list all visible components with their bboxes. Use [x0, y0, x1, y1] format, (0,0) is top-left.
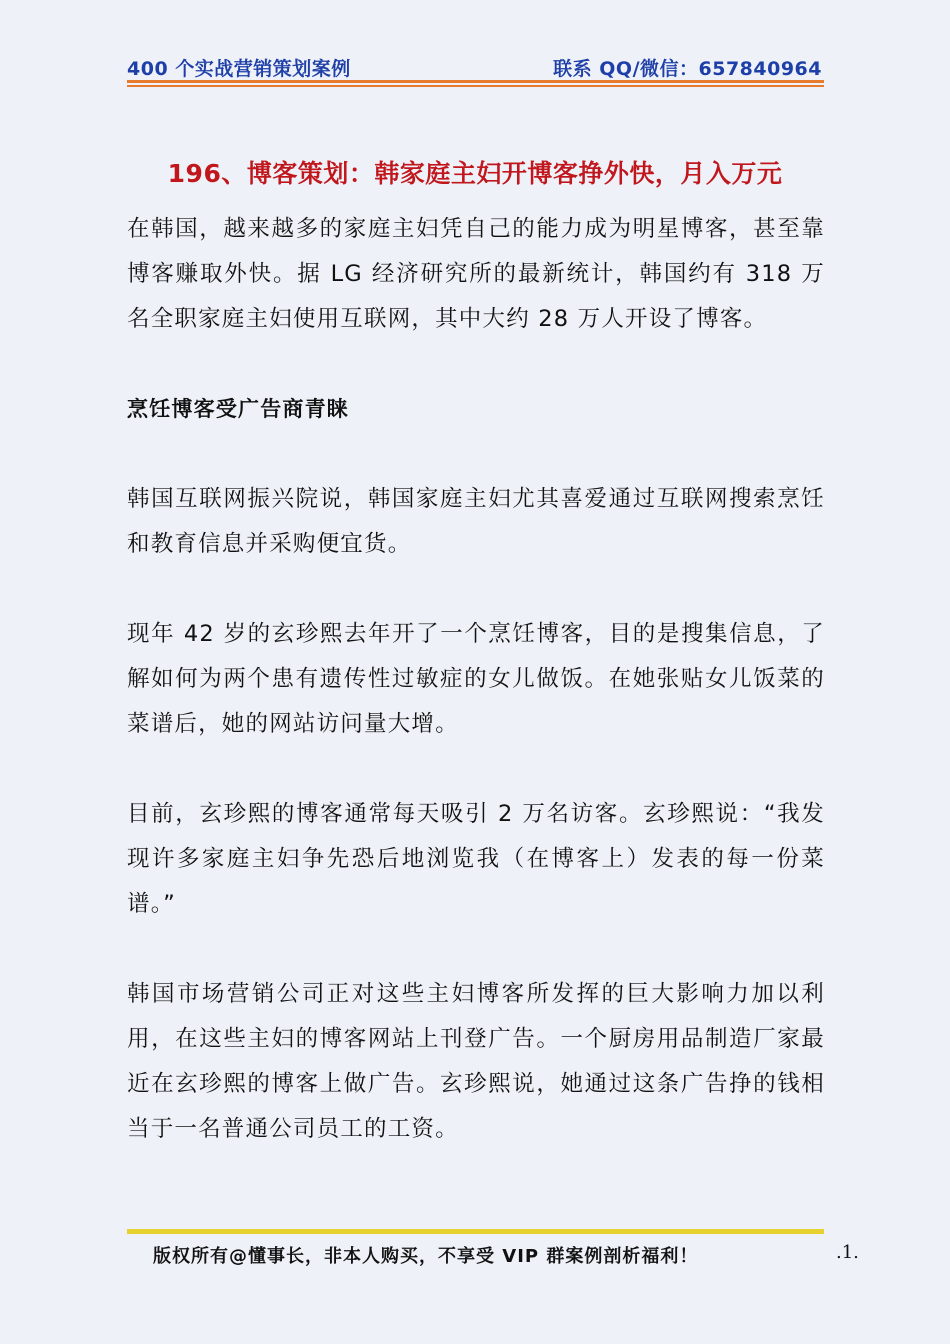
- article-body: [127, 207, 825, 1152]
- footer-rule: [127, 1229, 824, 1234]
- paragraph-5: 韩国市场营销公司正对这些主妇博客所发挥的巨大影响力加以利用，在这些主妇的博客网站上刊登广告。一个厨房用品制造厂家最近在玄珍熙的博客上做广告。玄珍熙说，她通过这条广告挣的钱相当于一名普通公司员工的工资。: [127, 981, 825, 1142]
- paragraph-3: 现年 42 岁的玄珍熙去年开了一个烹饪博客，目的是搜集信息，了解如何为两个患有遗传性过敏症的女儿做饭。在她张贴女儿饭菜的菜谱后，她的网站访问量大增。: [127, 621, 825, 737]
- article-title: 196、博客策划：韩家庭主妇开博客挣外快，月入万元: [167, 159, 783, 188]
- footer-copyright: 版权所有@懂事长，非本人购买，不享受 VIP 群案例剖析福利！: [153, 1246, 699, 1267]
- header-series-title: 400 个实战营销策划案例: [127, 58, 351, 80]
- paragraph-2: 韩国互联网振兴院说，韩国家庭主妇尤其喜爱通过互联网搜索烹饪和教育信息并采购便宜货。: [127, 486, 825, 557]
- page-number: .1.: [836, 1242, 859, 1263]
- header-contact: 联系 QQ/微信：657840964: [553, 58, 822, 80]
- header-rule-top: [127, 80, 824, 83]
- paragraph-4: 目前，玄珍熙的博客通常每天吸引 2 万名访客。玄珍熙说：“我发现许多家庭主妇争先恐后地浏览我（在博客上）发表的每一份菜谱。”: [127, 801, 825, 917]
- paragraph-intro: 在韩国，越来越多的家庭主妇凭自己的能力成为明星博客，甚至靠博客赚取外快。据 LG 经济研究所的最新统计，韩国约有 318 万名全职家庭主妇使用互联网，其中大约 28 万人开设了博客。: [127, 216, 825, 332]
- header-rule-bottom: [127, 85, 824, 87]
- section-heading: 烹饪博客受广告商青睐: [127, 397, 349, 421]
